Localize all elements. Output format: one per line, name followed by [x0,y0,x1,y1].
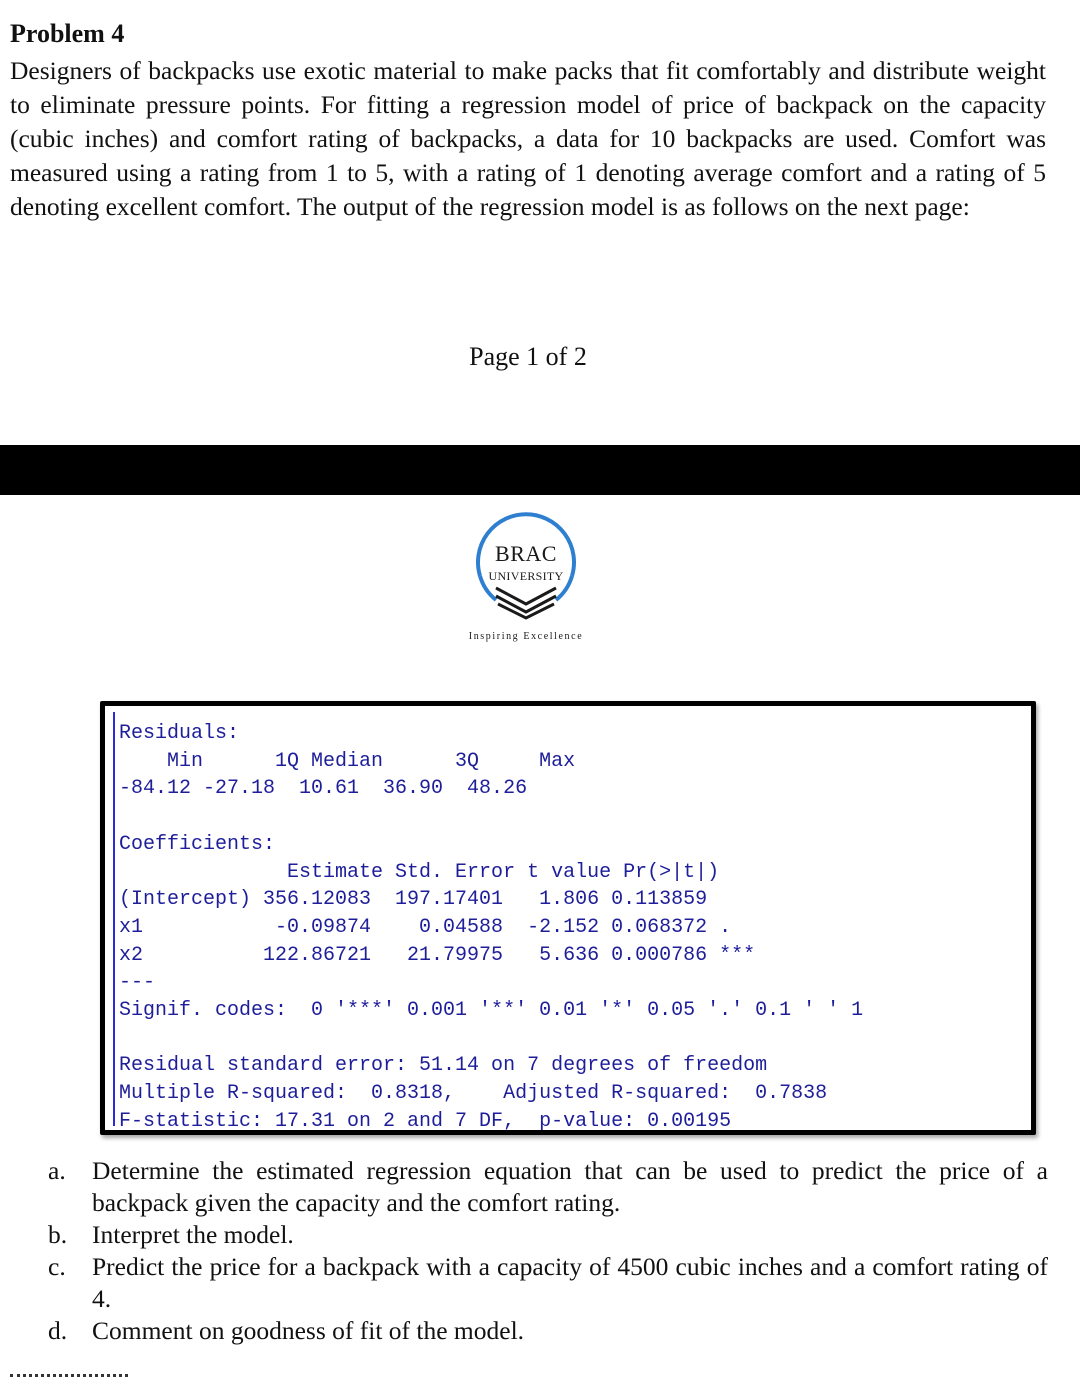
output-line: x1 -0.09874 0.04588 -2.152 0.068372 . [119,915,756,939]
output-line: Multiple R-squared: 0.8318, Adjusted R-squared: 0.7838 [119,1082,840,1106]
output-line: Signif. codes: 0 '***' 0.001 '**' 0.01 '*' 0.05 '.' 0.1 ' ' 1 [119,999,864,1023]
question-item [48,1251,1048,1315]
output-line: -84.12 -27.18 10.61 36.90 48.26 [119,777,540,801]
question-text: Predict the price for a backpack with a capacity of 4500 cubic inches and a comfort rating of 4. [92,1252,1048,1313]
output-line: --- [119,971,156,995]
logo-subtitle: UNIVERSITY [488,569,564,583]
page-number: Page 1 of 2 [469,342,587,371]
question-text: Determine the estimated regression equation that can be used to predict the price of a backpack given the capacity and the comfort rating. [92,1156,1048,1217]
question-marker: c. [48,1252,66,1281]
output-line: F-statistic: 17.31 on 2 and 7 DF, p-value: 0.00195 [119,1109,732,1133]
question-text: Interpret the model. [92,1220,294,1249]
output-line: (Intercept) 356.12083 197.17401 1.806 0.113859 [119,888,756,912]
page-one [0,0,1080,445]
problem-statement: Designers of backpacks use exotic material to make packs that fit comfortably and distribute weight to eliminate pressure points. For fitting a regression model of price of backpack on the capacity (cubic inches) and comfort rating of backpacks, a data for 10 backpacks are used. Comfort was measured using a rating from 1 to 5, with a rating of 1 denoting average comfort and a rating of 5 denoting excellent comfort. The output of the regression model is as follows on the next page: [10,56,1046,221]
output-line: Residual standard error: 51.14 on 7 degrees of freedom [119,1054,768,1078]
output-line: Estimate Std. Error t value Pr(>|t|) [119,860,768,884]
output-line: Residuals: [119,722,240,745]
problem-title: Problem 4 [10,19,125,48]
output-line: x2 122.86721 21.79975 5.636 0.000786 *** [119,943,756,967]
output-line: Coefficients: [119,832,276,856]
question-marker: a. [48,1156,66,1185]
question-item [48,1219,1048,1251]
question-marker: b. [48,1220,68,1249]
question-item [48,1315,1048,1347]
logo-tagline: Inspiring Excellence [468,631,584,642]
brac-university-logo [446,512,606,652]
next-heading-cutoff [10,1372,130,1384]
console-area [113,712,1029,1133]
question-list [48,1155,1048,1347]
question-marker: d. [48,1316,68,1345]
output-line: Min 1Q Median 3Q Max [119,749,588,773]
page-break-bar [0,445,1080,495]
question-text: Comment on goodness of fit of the model. [92,1316,525,1345]
regression-output-text [119,720,863,1136]
logo-name: BRAC [495,541,557,566]
regression-output-screenshot [100,701,1036,1135]
question-item [48,1155,1048,1219]
